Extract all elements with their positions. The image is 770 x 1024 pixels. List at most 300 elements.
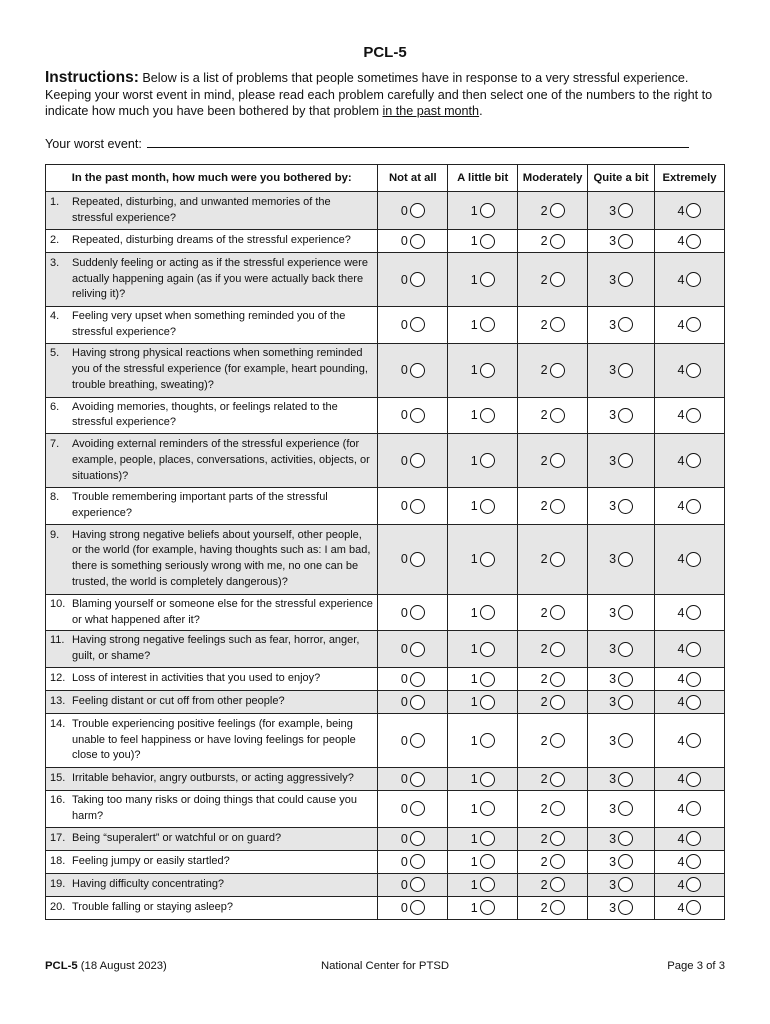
- option-cell[interactable]: [588, 192, 655, 230]
- option-cell[interactable]: [588, 896, 655, 919]
- option-cell[interactable]: [588, 524, 655, 594]
- option-cell[interactable]: [588, 253, 655, 307]
- option-value: 3: [609, 552, 617, 567]
- question-number: 11.: [50, 634, 65, 647]
- radio-circle-icon[interactable]: [686, 499, 701, 514]
- option-value: 1: [470, 831, 478, 846]
- option-cell[interactable]: [448, 488, 518, 525]
- option-cell[interactable]: [448, 397, 518, 434]
- option-cell[interactable]: [655, 434, 725, 488]
- option-value: 3: [609, 642, 617, 657]
- option-cell[interactable]: [378, 524, 448, 594]
- option-value: 3: [609, 317, 617, 332]
- radio-circle-icon[interactable]: [686, 317, 701, 332]
- radio-circle-icon[interactable]: [686, 408, 701, 423]
- radio-circle-icon[interactable]: [480, 695, 495, 710]
- radio-circle-icon[interactable]: [410, 552, 425, 567]
- question-text: Feeling jumpy or easily startled?: [72, 854, 230, 867]
- option-value: 4: [677, 672, 685, 687]
- radio-circle-icon[interactable]: [618, 408, 633, 423]
- radio-circle-icon[interactable]: [686, 234, 701, 249]
- option-cell[interactable]: [448, 343, 518, 397]
- radio-circle-icon[interactable]: [686, 552, 701, 567]
- instructions-end: .: [479, 104, 483, 118]
- question-text: Feeling very upset when something reminded you of the stressful experience?: [72, 310, 346, 338]
- table-row: [46, 192, 725, 230]
- option-cell[interactable]: [518, 253, 588, 307]
- question-cell: [46, 631, 378, 668]
- radio-circle-icon[interactable]: [480, 877, 495, 892]
- option-cell[interactable]: [518, 850, 588, 873]
- radio-circle-icon[interactable]: [480, 672, 495, 687]
- option-cell[interactable]: [448, 434, 518, 488]
- option-value: 4: [677, 499, 685, 514]
- option-cell[interactable]: [588, 434, 655, 488]
- pcl5-table: [45, 164, 725, 920]
- table-row: [46, 524, 725, 594]
- option-value: 0: [400, 772, 408, 787]
- option-cell[interactable]: [378, 873, 448, 896]
- question-number: 15.: [50, 772, 66, 785]
- question-cell: [46, 253, 378, 307]
- option-cell[interactable]: [378, 896, 448, 919]
- option-value: 2: [540, 831, 548, 846]
- radio-circle-icon[interactable]: [480, 831, 495, 846]
- radio-circle-icon[interactable]: [550, 772, 565, 787]
- option-cell[interactable]: [518, 790, 588, 827]
- radio-circle-icon[interactable]: [618, 499, 633, 514]
- option-cell[interactable]: [588, 690, 655, 713]
- option-cell[interactable]: [378, 667, 448, 690]
- radio-circle-icon[interactable]: [410, 772, 425, 787]
- option-cell[interactable]: [518, 434, 588, 488]
- option-cell[interactable]: [588, 397, 655, 434]
- radio-circle-icon[interactable]: [550, 642, 565, 657]
- option-cell[interactable]: [518, 397, 588, 434]
- option-cell[interactable]: [518, 594, 588, 631]
- radio-circle-icon[interactable]: [410, 317, 425, 332]
- radio-circle-icon[interactable]: [480, 317, 495, 332]
- question-cell: [46, 850, 378, 873]
- option-cell[interactable]: [378, 790, 448, 827]
- radio-circle-icon[interactable]: [410, 900, 425, 915]
- radio-circle-icon[interactable]: [480, 642, 495, 657]
- radio-circle-icon[interactable]: [550, 552, 565, 567]
- radio-circle-icon[interactable]: [410, 272, 425, 287]
- question: [50, 854, 373, 870]
- radio-circle-icon[interactable]: [686, 801, 701, 816]
- radio-circle-icon[interactable]: [618, 453, 633, 468]
- option-cell[interactable]: [378, 307, 448, 344]
- radio-circle-icon[interactable]: [480, 453, 495, 468]
- option-value: 3: [609, 203, 617, 218]
- option-value: 4: [677, 552, 685, 567]
- option-cell[interactable]: [588, 827, 655, 850]
- table-row: [46, 790, 725, 827]
- radio-circle-icon[interactable]: [410, 453, 425, 468]
- option-cell[interactable]: [588, 594, 655, 631]
- option-value: 4: [677, 203, 685, 218]
- table-row: [46, 850, 725, 873]
- question-number: 7.: [50, 437, 60, 450]
- option-value: 1: [470, 317, 478, 332]
- table-row: [46, 488, 725, 525]
- option-cell[interactable]: [448, 253, 518, 307]
- radio-circle-icon[interactable]: [686, 831, 701, 846]
- radio-circle-icon[interactable]: [550, 801, 565, 816]
- option-cell[interactable]: [448, 631, 518, 668]
- option-cell[interactable]: [518, 343, 588, 397]
- radio-circle-icon[interactable]: [686, 900, 701, 915]
- option-cell[interactable]: [655, 896, 725, 919]
- question-number: 2.: [50, 234, 60, 247]
- radio-circle-icon[interactable]: [410, 363, 425, 378]
- radio-circle-icon[interactable]: [550, 408, 565, 423]
- option-cell[interactable]: [655, 873, 725, 896]
- option-cell[interactable]: [448, 230, 518, 253]
- radio-circle-icon[interactable]: [410, 605, 425, 620]
- radio-circle-icon[interactable]: [480, 733, 495, 748]
- option-cell[interactable]: [378, 594, 448, 631]
- option-cell[interactable]: [588, 488, 655, 525]
- radio-circle-icon[interactable]: [410, 695, 425, 710]
- question-number: 8.: [50, 491, 60, 504]
- option-cell[interactable]: [448, 524, 518, 594]
- option-cell[interactable]: [448, 873, 518, 896]
- radio-circle-icon[interactable]: [550, 363, 565, 378]
- option-cell[interactable]: [655, 790, 725, 827]
- option-value: 2: [540, 642, 548, 657]
- radio-circle-icon[interactable]: [480, 854, 495, 869]
- option-cell[interactable]: [655, 343, 725, 397]
- option-cell[interactable]: [588, 767, 655, 790]
- radio-circle-icon[interactable]: [410, 642, 425, 657]
- radio-circle-icon[interactable]: [618, 552, 633, 567]
- table-row: [46, 690, 725, 713]
- question-cell: [46, 827, 378, 850]
- option-cell[interactable]: [518, 690, 588, 713]
- question-cell: [46, 790, 378, 827]
- question-cell: [46, 896, 378, 919]
- header-col-0: Not at all: [378, 165, 448, 192]
- question-text: Repeated, disturbing dreams of the stressful experience?: [72, 234, 351, 247]
- radio-circle-icon[interactable]: [480, 363, 495, 378]
- header-col-3: Quite a bit: [588, 165, 655, 192]
- radio-circle-icon[interactable]: [410, 234, 425, 249]
- radio-circle-icon[interactable]: [618, 672, 633, 687]
- question: [50, 309, 373, 341]
- option-cell[interactable]: [588, 343, 655, 397]
- option-cell[interactable]: [655, 488, 725, 525]
- radio-circle-icon[interactable]: [550, 672, 565, 687]
- radio-circle-icon[interactable]: [550, 272, 565, 287]
- radio-circle-icon[interactable]: [686, 642, 701, 657]
- option-cell[interactable]: [655, 690, 725, 713]
- question-number: 4.: [50, 310, 60, 322]
- radio-circle-icon[interactable]: [618, 272, 633, 287]
- option-value: 3: [609, 772, 617, 787]
- radio-circle-icon[interactable]: [410, 672, 425, 687]
- option-cell[interactable]: [518, 230, 588, 253]
- radio-circle-icon[interactable]: [410, 877, 425, 892]
- radio-circle-icon[interactable]: [618, 900, 633, 915]
- radio-circle-icon[interactable]: [410, 831, 425, 846]
- option-cell[interactable]: [378, 434, 448, 488]
- option-cell[interactable]: [588, 850, 655, 873]
- radio-circle-icon[interactable]: [550, 317, 565, 332]
- question-text: Trouble falling or staying asleep?: [72, 900, 234, 913]
- option-cell[interactable]: [588, 873, 655, 896]
- option-cell[interactable]: [518, 873, 588, 896]
- option-cell[interactable]: [655, 307, 725, 344]
- radio-circle-icon[interactable]: [618, 772, 633, 787]
- radio-circle-icon[interactable]: [550, 854, 565, 869]
- radio-circle-icon[interactable]: [410, 408, 425, 423]
- table-row: [46, 307, 725, 344]
- option-cell[interactable]: [378, 631, 448, 668]
- option-cell[interactable]: [518, 524, 588, 594]
- radio-circle-icon[interactable]: [550, 605, 565, 620]
- radio-circle-icon[interactable]: [686, 203, 701, 218]
- question: [50, 694, 373, 710]
- table-row: [46, 230, 725, 253]
- option-value: 2: [540, 695, 548, 710]
- radio-circle-icon[interactable]: [618, 854, 633, 869]
- question-text: Having strong negative feelings such as fear, horror, anger, guilt, or shame?: [72, 634, 360, 663]
- option-value: 1: [470, 605, 478, 620]
- question-cell: [46, 343, 378, 397]
- header-col-2: Moderately: [518, 165, 588, 192]
- page-title: PCL-5: [363, 44, 407, 61]
- option-value: 3: [609, 272, 617, 287]
- radio-circle-icon[interactable]: [480, 234, 495, 249]
- worst-event-label: Your worst event:: [45, 137, 142, 151]
- option-cell[interactable]: [518, 767, 588, 790]
- option-cell[interactable]: [655, 192, 725, 230]
- radio-circle-icon[interactable]: [686, 672, 701, 687]
- radio-circle-icon[interactable]: [686, 854, 701, 869]
- option-cell[interactable]: [378, 230, 448, 253]
- option-cell[interactable]: [378, 767, 448, 790]
- question-cell: [46, 690, 378, 713]
- radio-circle-icon[interactable]: [686, 363, 701, 378]
- radio-circle-icon[interactable]: [550, 733, 565, 748]
- option-cell[interactable]: [588, 667, 655, 690]
- question-text: Avoiding memories, thoughts, or feelings related to the stressful experience?: [72, 400, 338, 429]
- option-value: 0: [400, 408, 408, 423]
- option-cell[interactable]: [378, 827, 448, 850]
- option-cell[interactable]: [448, 827, 518, 850]
- radio-circle-icon[interactable]: [618, 203, 633, 218]
- option-value: 1: [470, 900, 478, 915]
- radio-circle-icon[interactable]: [686, 272, 701, 287]
- footer-center: National Center for PTSD: [320, 960, 450, 972]
- radio-circle-icon[interactable]: [410, 801, 425, 816]
- question: [50, 877, 373, 893]
- option-cell[interactable]: [378, 850, 448, 873]
- option-cell[interactable]: [655, 594, 725, 631]
- option-cell[interactable]: [448, 896, 518, 919]
- header-question: In the past month, how much were you bothered by:: [46, 165, 378, 192]
- radio-circle-icon[interactable]: [618, 317, 633, 332]
- radio-circle-icon[interactable]: [618, 801, 633, 816]
- question-number: 17.: [50, 831, 66, 844]
- radio-circle-icon[interactable]: [550, 453, 565, 468]
- option-cell[interactable]: [588, 307, 655, 344]
- option-value: 2: [540, 605, 548, 620]
- option-cell[interactable]: [588, 631, 655, 668]
- option-cell[interactable]: [378, 488, 448, 525]
- radio-circle-icon[interactable]: [686, 877, 701, 892]
- option-cell[interactable]: [378, 192, 448, 230]
- radio-circle-icon[interactable]: [550, 234, 565, 249]
- option-cell[interactable]: [448, 850, 518, 873]
- option-cell[interactable]: [518, 192, 588, 230]
- option-cell[interactable]: [378, 253, 448, 307]
- header-col-1: A little bit: [448, 165, 518, 192]
- option-value: 3: [609, 234, 617, 249]
- option-value: 1: [470, 733, 478, 748]
- radio-circle-icon[interactable]: [550, 877, 565, 892]
- option-cell[interactable]: [448, 790, 518, 827]
- option-cell[interactable]: [655, 397, 725, 434]
- radio-circle-icon[interactable]: [480, 408, 495, 423]
- option-value: 4: [677, 408, 685, 423]
- question-text: Being “superalert” or watchful or on guard?: [72, 831, 282, 844]
- option-value: 0: [400, 234, 408, 249]
- option-value: 2: [540, 552, 548, 567]
- radio-circle-icon[interactable]: [686, 733, 701, 748]
- radio-circle-icon[interactable]: [480, 900, 495, 915]
- option-cell[interactable]: [588, 790, 655, 827]
- option-cell[interactable]: [378, 690, 448, 713]
- option-cell[interactable]: [518, 307, 588, 344]
- radio-circle-icon[interactable]: [410, 499, 425, 514]
- question-number: 3.: [50, 256, 60, 269]
- question-cell: [46, 524, 378, 594]
- radio-circle-icon[interactable]: [686, 453, 701, 468]
- table-row: [46, 827, 725, 850]
- option-value: 2: [540, 854, 548, 869]
- radio-circle-icon[interactable]: [686, 695, 701, 710]
- radio-circle-icon[interactable]: [480, 272, 495, 287]
- question: [50, 437, 373, 484]
- option-value: 2: [540, 408, 548, 423]
- question-number: 13.: [50, 695, 66, 708]
- question: [50, 400, 373, 432]
- radio-circle-icon[interactable]: [550, 900, 565, 915]
- option-value: 1: [470, 877, 478, 892]
- table-row: [46, 434, 725, 488]
- option-value: 4: [677, 317, 685, 332]
- option-cell[interactable]: [448, 594, 518, 631]
- option-cell[interactable]: [448, 192, 518, 230]
- option-value: 1: [470, 772, 478, 787]
- option-cell[interactable]: [518, 631, 588, 668]
- option-cell[interactable]: [588, 230, 655, 253]
- option-cell[interactable]: [378, 343, 448, 397]
- question: [50, 900, 373, 916]
- worst-event-field[interactable]: [147, 135, 689, 148]
- radio-circle-icon[interactable]: [410, 854, 425, 869]
- radio-circle-icon[interactable]: [480, 772, 495, 787]
- option-cell[interactable]: [448, 690, 518, 713]
- option-cell[interactable]: [448, 307, 518, 344]
- radio-circle-icon[interactable]: [550, 831, 565, 846]
- option-cell[interactable]: [655, 767, 725, 790]
- option-cell[interactable]: [518, 896, 588, 919]
- radio-circle-icon[interactable]: [480, 552, 495, 567]
- radio-circle-icon[interactable]: [480, 499, 495, 514]
- option-cell[interactable]: [378, 397, 448, 434]
- option-cell[interactable]: [655, 713, 725, 767]
- radio-circle-icon[interactable]: [686, 605, 701, 620]
- option-value: 0: [400, 453, 408, 468]
- option-cell[interactable]: [655, 253, 725, 307]
- question-text: Blaming yourself or someone else for the stressful experience or what happened after it?: [72, 597, 373, 626]
- radio-circle-icon[interactable]: [410, 203, 425, 218]
- radio-circle-icon[interactable]: [550, 695, 565, 710]
- option-cell[interactable]: [448, 713, 518, 767]
- radio-circle-icon[interactable]: [686, 772, 701, 787]
- radio-circle-icon[interactable]: [618, 877, 633, 892]
- question: [50, 490, 373, 522]
- option-cell[interactable]: [588, 713, 655, 767]
- option-value: 2: [540, 203, 548, 218]
- option-cell[interactable]: [655, 667, 725, 690]
- option-value: 3: [609, 408, 617, 423]
- question-cell: [46, 434, 378, 488]
- option-cell[interactable]: [655, 827, 725, 850]
- radio-circle-icon[interactable]: [618, 605, 633, 620]
- option-value: 1: [470, 408, 478, 423]
- option-cell[interactable]: [655, 850, 725, 873]
- radio-circle-icon[interactable]: [480, 605, 495, 620]
- question-text: Trouble experiencing positive feelings (for example, being unable to feel happiness or have loving feelings for people close to you)?: [72, 717, 356, 762]
- option-value: 0: [400, 831, 408, 846]
- option-value: 2: [540, 772, 548, 787]
- option-cell[interactable]: [448, 667, 518, 690]
- question-cell: [46, 488, 378, 525]
- radio-circle-icon[interactable]: [618, 234, 633, 249]
- option-value: 3: [609, 605, 617, 620]
- radio-circle-icon[interactable]: [410, 733, 425, 748]
- question: [50, 597, 373, 629]
- radio-circle-icon[interactable]: [618, 733, 633, 748]
- radio-circle-icon[interactable]: [618, 831, 633, 846]
- option-cell[interactable]: [655, 631, 725, 668]
- option-cell[interactable]: [518, 827, 588, 850]
- radio-circle-icon[interactable]: [550, 203, 565, 218]
- option-cell[interactable]: [518, 488, 588, 525]
- option-cell[interactable]: [518, 667, 588, 690]
- option-value: 0: [400, 605, 408, 620]
- question-text: Having strong physical reactions when something reminded you of the stressful experience (for example, heart pounding, trouble breathing, sweating)?: [72, 347, 368, 391]
- radio-circle-icon[interactable]: [550, 499, 565, 514]
- question-number: 19.: [50, 877, 66, 890]
- radio-circle-icon[interactable]: [618, 363, 633, 378]
- option-cell[interactable]: [655, 524, 725, 594]
- radio-circle-icon[interactable]: [618, 695, 633, 710]
- radio-circle-icon[interactable]: [480, 203, 495, 218]
- option-value: 4: [677, 900, 685, 915]
- radio-circle-icon[interactable]: [618, 642, 633, 657]
- radio-circle-icon[interactable]: [480, 801, 495, 816]
- option-cell[interactable]: [655, 230, 725, 253]
- option-cell[interactable]: [518, 713, 588, 767]
- option-cell[interactable]: [448, 767, 518, 790]
- option-cell[interactable]: [378, 713, 448, 767]
